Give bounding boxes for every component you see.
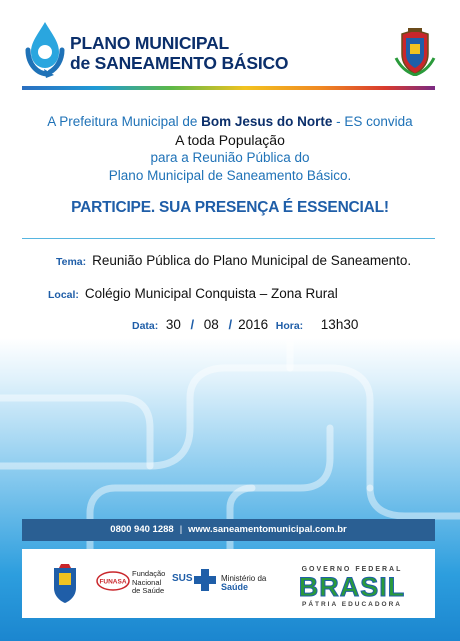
sus-label: SUS [172,573,193,584]
plan-title [70,33,288,73]
fundacao-line3: de Saúde [132,586,165,595]
invitation-suffix: - ES convida [332,114,413,129]
fundacao-line1: Fundação [132,569,166,578]
ministerio-line1: Ministério da [221,574,267,583]
time-label: Hora: [275,320,304,332]
ministerio-line2: Saúde [221,582,249,592]
call-to-action: PARTICIPE. SUA PRESENÇA É ESSENCIAL! [71,199,389,216]
location-value: Colégio Municipal Conquista – Zona Rural [84,286,338,301]
governo-federal-logo [293,566,411,608]
theme-value: Reunião Pública do Plano Municipal de Saneamento. [92,253,412,268]
contact-bar [22,519,435,541]
municipal-coat-of-arms-icon [394,28,436,76]
header [0,0,460,86]
invitation-text [0,113,460,185]
ministerio-text [221,574,266,592]
invitation-prefix: A Prefeitura Municipal de [47,114,202,129]
date-separator: / [228,317,233,332]
gov-brasil-text: BRASIL [298,572,406,602]
date-time-row [132,317,358,332]
sus-cross-icon [194,569,216,591]
gov-top-text: GOVERNO FEDERAL [301,566,403,573]
plan-title-line2: de SANEAMENTO BÁSICO [70,53,289,73]
date-day: 30 [165,317,181,332]
gov-bottom-text: PÁTRIA EDUCADORA [301,601,402,608]
time-value: 13h30 [320,317,359,332]
location-row [48,286,338,301]
date-label: Data: [132,320,159,332]
phone-number: 0800 940 1288 [110,524,174,535]
fundacao-text [132,570,165,596]
color-stripe [22,86,435,90]
plan-title-line1: PLANO MUNICIPAL [70,33,230,53]
invitation-line2: A toda População [175,132,285,148]
theme-row [56,253,411,268]
date-month: 08 [203,317,219,332]
invitation-line3: para a Reunião Pública do [150,150,310,165]
theme-label: Tema: [56,256,87,268]
contact-separator: | [179,524,183,535]
invitation-line4: Plano Municipal de Saneamento Básico. [108,168,352,183]
invitation-line1 [0,113,460,131]
fundacao-line2: Nacional [132,577,162,587]
location-label: Local: [48,289,79,301]
sponsor-footer [22,549,435,618]
funasa-logo [96,571,130,591]
date-separator: / [190,317,195,332]
funasa-badge-text: FUNASA [99,578,127,586]
website-link[interactable]: www.saneamentomunicipal.com.br [188,524,347,535]
university-seal-icon [51,564,79,604]
date-year: 2016 [238,317,269,332]
divider [22,238,435,239]
city-name: Bom Jesus do Norte [201,114,333,129]
water-drop-recycle-icon [22,20,68,78]
